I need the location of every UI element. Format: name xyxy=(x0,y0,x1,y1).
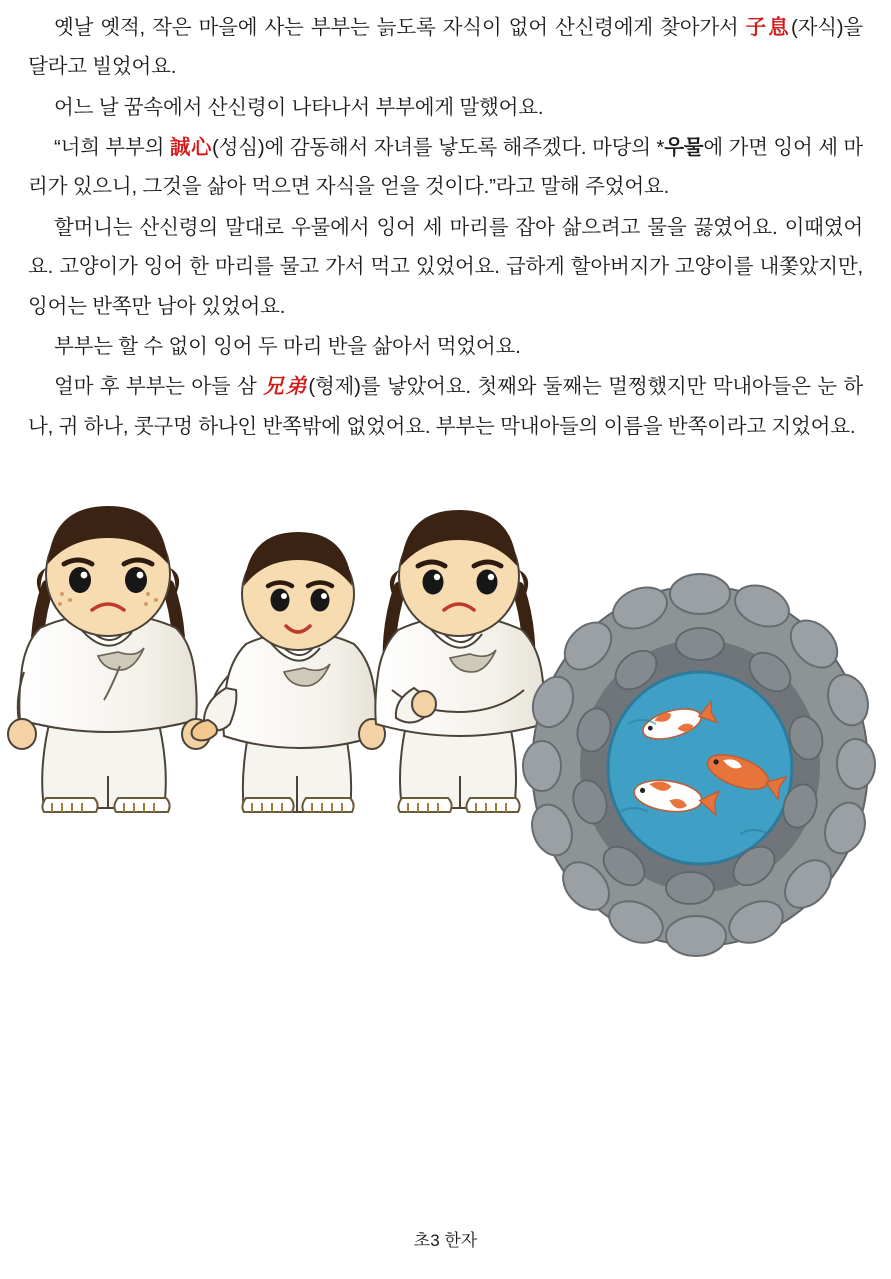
story-text xyxy=(28,8,863,446)
illustration xyxy=(0,476,891,996)
paragraph-1 xyxy=(28,8,863,87)
text-run: “너희 부부의 xyxy=(54,136,170,160)
text-run: 부부는 할 수 없이 잉어 두 마리 반을 삶아서 먹었어요. xyxy=(54,334,521,358)
figure-brother-right xyxy=(375,510,544,812)
paragraph-5 xyxy=(28,327,863,366)
paragraph-2 xyxy=(28,88,863,127)
page-footer xyxy=(0,1226,891,1251)
text-run: (자식)을 달라고 빌었어요. xyxy=(28,16,864,79)
text-run: (성심)에 감동해서 자녀를 낳도록 해주겠다. 마당의 * xyxy=(212,136,665,160)
text-run: 할머니는 산신령의 말대로 우물에서 잉어 세 마리를 잡아 삶으려고 물을 끓였어요. 이때였어요. 고양이가 잉어 한 마리를 물고 가서 먹고 있었어요. 급하게 할아버지가 고양이를 내쫓았지만, 잉어는 반쪽만 남아 있었어요. xyxy=(28,215,863,318)
figure-middle-brother-center xyxy=(192,532,385,812)
footer-label: 초3 한자 xyxy=(413,1231,478,1250)
hanja-term-jasik: 子息 xyxy=(745,15,791,39)
paragraph-6 xyxy=(28,367,863,446)
illustration-svg xyxy=(0,476,891,996)
paragraph-3 xyxy=(28,128,863,207)
text-run: 에 가면 잉어 세 마리가 있으니, 그것을 삶아 먹으면 자식을 얻을 것이다.”라고 말해 주었어요. xyxy=(28,136,864,199)
text-run: 얼마 후 부부는 아들 삼 xyxy=(54,375,264,399)
hanja-term-hyeongje: 兄弟 xyxy=(263,374,309,399)
keyword-well: 우물 xyxy=(664,136,704,160)
stone-well xyxy=(523,574,876,956)
figure-older-brother-left xyxy=(8,506,210,812)
text-run: 옛날 옛적, 작은 마을에 사는 부부는 늙도록 자식이 없어 산신령에게 찾아가서 xyxy=(54,16,746,39)
hanja-term-seongsim: 誠心 xyxy=(169,135,213,160)
paragraph-4 xyxy=(28,208,863,326)
text-run: 어느 날 꿈속에서 산신령이 나타나서 부부에게 말했어요. xyxy=(54,95,544,119)
text-run: (형제)를 낳았어요. 첫째와 둘째는 멀쩡했지만 막내아들은 눈 하나, 귀 하나, 콧구멍 하나인 반쪽밖에 없었어요. 부부는 막내아들의 이름을 반쪽이라고 지었어요. xyxy=(28,375,864,438)
